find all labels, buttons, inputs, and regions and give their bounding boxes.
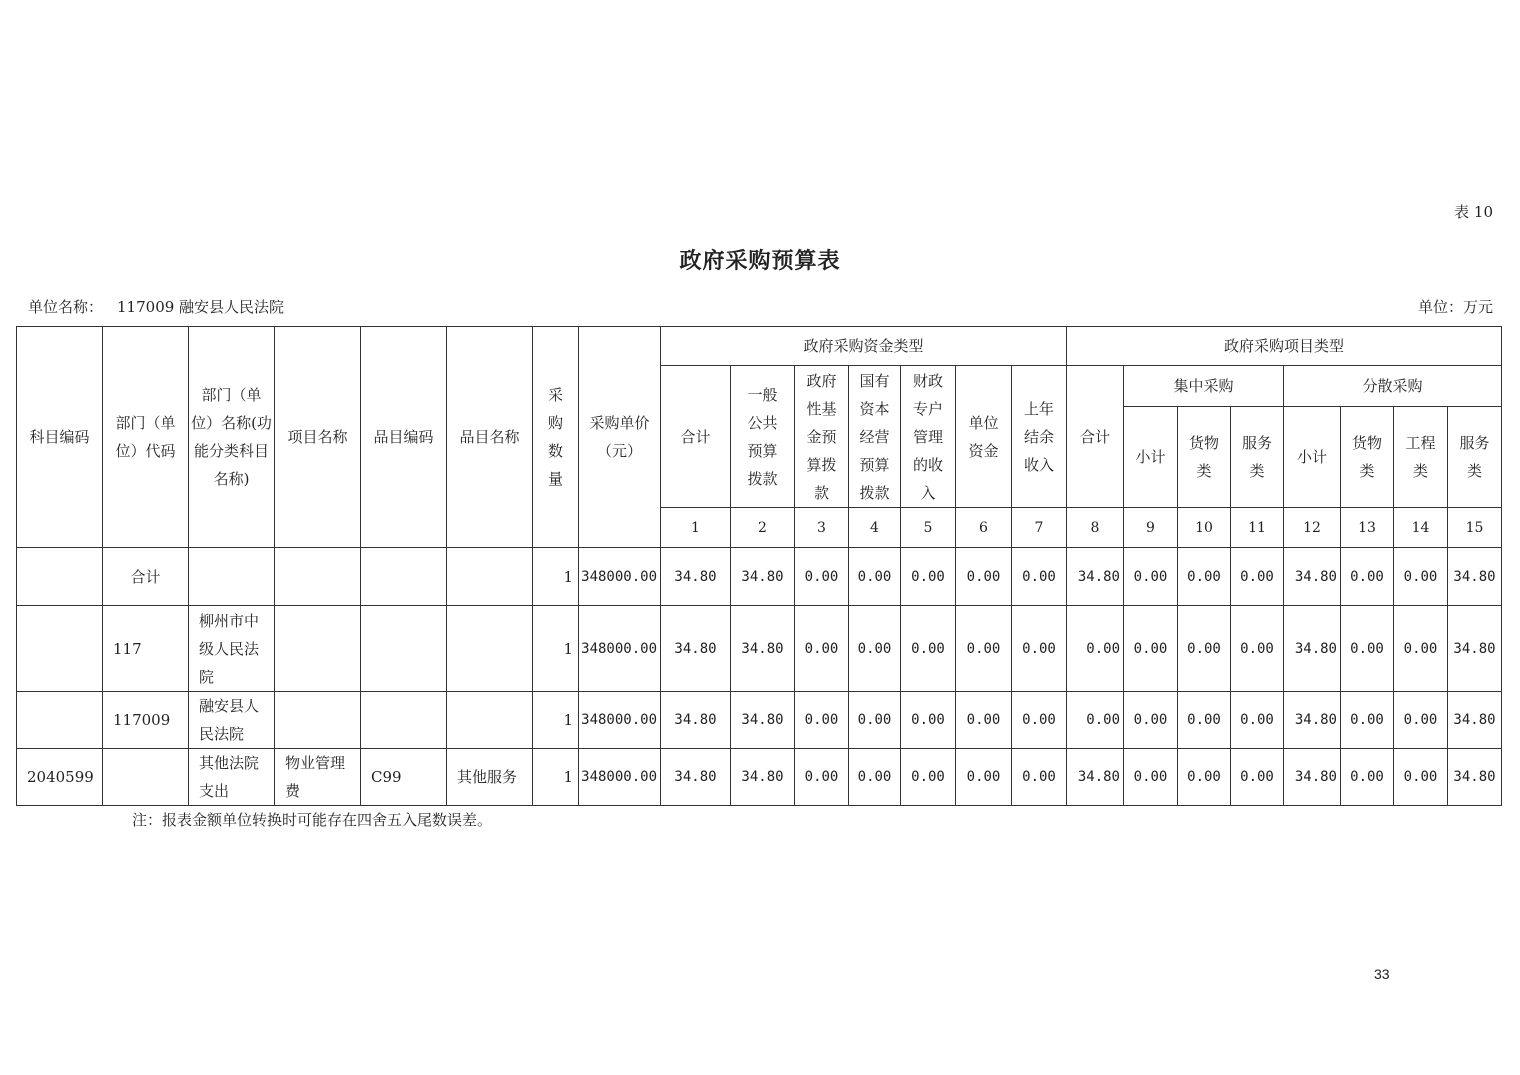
col-header-project-name: 项目名称 xyxy=(275,327,361,548)
cell-value-col-7: 0.00 xyxy=(1012,548,1067,606)
cell-value-col-8: 0.00 xyxy=(1067,606,1124,692)
cell-quantity: 1 xyxy=(533,749,579,806)
cell-dept-name: 其他法院支出 xyxy=(189,749,275,806)
col-header-dept-name: 部门（单位）名称(功能分类科目名称) xyxy=(189,327,275,548)
cell-value-col-10: 0.00 xyxy=(1178,548,1231,606)
cell-project-name xyxy=(275,606,361,692)
cell-dept-name: 融安县人民法院 xyxy=(189,692,275,749)
cell-item-code xyxy=(361,606,447,692)
cell-value-col-10: 0.00 xyxy=(1178,749,1231,806)
col-number: 3 xyxy=(795,508,849,548)
col-header-gov-fund-budget xyxy=(795,366,849,508)
table-row xyxy=(17,692,1502,749)
cell-value-col-7: 0.00 xyxy=(1012,749,1067,806)
cell-value-col-4: 0.00 xyxy=(849,606,901,692)
cell-value-col-5: 0.00 xyxy=(901,749,956,806)
col-header-state-capital-budget-text: 国有资本经营预算拨款 xyxy=(859,371,890,502)
procurement-budget-table xyxy=(16,326,1502,806)
cell-value-col-7: 0.00 xyxy=(1012,606,1067,692)
cell-value-col-9: 0.00 xyxy=(1124,692,1178,749)
cell-value-col-8: 34.80 xyxy=(1067,749,1124,806)
cell-value-col-12: 34.80 xyxy=(1284,548,1341,606)
col-header-general-budget-text: 一般公共预算拨款 xyxy=(747,385,778,488)
cell-value-col-5: 0.00 xyxy=(901,606,956,692)
cell-value-col-14: 0.00 xyxy=(1394,749,1448,806)
cell-value-col-2: 34.80 xyxy=(731,749,795,806)
col-header-decentralized-engineering-text: 工程类 xyxy=(1405,434,1436,480)
table-row xyxy=(17,548,1502,606)
cell-unit-price: 348000.00 xyxy=(579,606,661,692)
cell-item-code xyxy=(361,692,447,749)
cell-value-col-12: 34.80 xyxy=(1284,692,1341,749)
cell-item-name xyxy=(447,606,533,692)
cell-value-col-15: 34.80 xyxy=(1448,548,1502,606)
cell-value-col-9: 0.00 xyxy=(1124,749,1178,806)
cell-item-code: C99 xyxy=(361,749,447,806)
col-header-centralized-goods-text: 货物类 xyxy=(1188,434,1219,480)
col-header-decentralized-services-text: 服务类 xyxy=(1459,434,1490,480)
unit-name-label: 单位名称： xyxy=(28,298,104,316)
cell-dept-code: 117009 xyxy=(103,692,189,749)
cell-value-col-2: 34.80 xyxy=(731,606,795,692)
currency-unit-label: 单位：万元 xyxy=(1417,298,1493,316)
col-number: 10 xyxy=(1178,508,1231,548)
col-number: 5 xyxy=(901,508,956,548)
col-number: 7 xyxy=(1012,508,1067,548)
cell-value-col-10: 0.00 xyxy=(1178,606,1231,692)
cell-subject-code xyxy=(17,692,103,749)
cell-value-col-1: 34.80 xyxy=(661,692,731,749)
cell-value-col-10: 0.00 xyxy=(1178,692,1231,749)
col-header-decentralized-goods xyxy=(1341,407,1394,508)
col-header-centralized-goods xyxy=(1178,407,1231,508)
cell-value-col-15: 34.80 xyxy=(1448,749,1502,806)
cell-project-name xyxy=(275,692,361,749)
cell-value-col-11: 0.00 xyxy=(1231,606,1284,692)
cell-value-col-13: 0.00 xyxy=(1341,548,1394,606)
cell-value-col-6: 0.00 xyxy=(956,749,1012,806)
cell-value-col-8: 34.80 xyxy=(1067,548,1124,606)
col-header-subject-code: 科目编码 xyxy=(17,327,103,548)
cell-value-col-1: 34.80 xyxy=(661,548,731,606)
cell-value-col-11: 0.00 xyxy=(1231,548,1284,606)
col-number: 1 xyxy=(661,508,731,548)
cell-quantity: 1 xyxy=(533,692,579,749)
cell-value-col-9: 0.00 xyxy=(1124,548,1178,606)
cell-dept-name xyxy=(189,548,275,606)
col-header-dept-code: 部门（单位）代码 xyxy=(103,327,189,548)
unit-name-value: 117009 融安县人民法院 xyxy=(117,298,285,316)
col-header-fiscal-special xyxy=(901,366,956,508)
col-number: 11 xyxy=(1231,508,1284,548)
cell-value-col-13: 0.00 xyxy=(1341,692,1394,749)
col-header-centralized-services-text: 服务类 xyxy=(1241,434,1272,480)
cell-item-code xyxy=(361,548,447,606)
cell-item-name xyxy=(447,548,533,606)
col-header-quantity xyxy=(533,327,579,548)
col-header-decentralized-engineering xyxy=(1394,407,1448,508)
cell-subject-code xyxy=(17,606,103,692)
cell-quantity: 1 xyxy=(533,548,579,606)
cell-value-col-3: 0.00 xyxy=(795,692,849,749)
table-row xyxy=(17,749,1502,806)
group-header-fund-type: 政府采购资金类型 xyxy=(661,327,1067,366)
cell-unit-price: 348000.00 xyxy=(579,749,661,806)
cell-value-col-6: 0.00 xyxy=(956,606,1012,692)
col-header-state-capital-budget xyxy=(849,366,901,508)
header-row-1 xyxy=(17,327,1502,366)
cell-value-col-13: 0.00 xyxy=(1341,606,1394,692)
col-header-prior-year-balance-text: 上年结余收入 xyxy=(1023,399,1054,474)
cell-value-col-1: 34.80 xyxy=(661,749,731,806)
cell-value-col-2: 34.80 xyxy=(731,548,795,606)
group-header-project-type: 政府采购项目类型 xyxy=(1067,327,1502,366)
cell-dept-code: 合计 xyxy=(103,548,189,606)
group-header-centralized: 集中采购 xyxy=(1124,366,1284,407)
cell-value-col-2: 34.80 xyxy=(731,692,795,749)
cell-unit-price: 348000.00 xyxy=(579,548,661,606)
cell-value-col-14: 0.00 xyxy=(1394,548,1448,606)
col-header-item-name: 品目名称 xyxy=(447,327,533,548)
cell-value-col-11: 0.00 xyxy=(1231,749,1284,806)
cell-value-col-12: 34.80 xyxy=(1284,749,1341,806)
page-number: 33 xyxy=(1374,966,1390,982)
col-header-decentralized-subtotal: 小计 xyxy=(1284,407,1341,508)
col-number: 8 xyxy=(1067,508,1124,548)
page-title: 政府采购预算表 xyxy=(679,248,841,274)
cell-value-col-3: 0.00 xyxy=(795,548,849,606)
cell-value-col-14: 0.00 xyxy=(1394,692,1448,749)
col-number: 13 xyxy=(1341,508,1394,548)
cell-subject-code xyxy=(17,548,103,606)
col-number: 6 xyxy=(956,508,1012,548)
cell-value-col-4: 0.00 xyxy=(849,548,901,606)
cell-value-col-3: 0.00 xyxy=(795,606,849,692)
col-number: 2 xyxy=(731,508,795,548)
cell-value-col-4: 0.00 xyxy=(849,692,901,749)
cell-dept-code: 117 xyxy=(103,606,189,692)
cell-dept-name: 柳州市中级人民法院 xyxy=(189,606,275,692)
col-header-unit-funds-text: 单位资金 xyxy=(968,413,999,460)
col-number: 9 xyxy=(1124,508,1178,548)
col-number: 4 xyxy=(849,508,901,548)
col-header-decentralized-goods-text: 货物类 xyxy=(1351,434,1382,480)
col-header-unit-funds xyxy=(956,366,1012,508)
group-header-decentralized: 分散采购 xyxy=(1284,366,1502,407)
unit-name-line xyxy=(28,296,284,317)
cell-project-name xyxy=(275,548,361,606)
cell-value-col-5: 0.00 xyxy=(901,548,956,606)
col-number: 12 xyxy=(1284,508,1341,548)
cell-unit-price: 348000.00 xyxy=(579,692,661,749)
cell-dept-code xyxy=(103,749,189,806)
col-header-centralized-services xyxy=(1231,407,1284,508)
col-number: 15 xyxy=(1448,508,1502,548)
cell-value-col-15: 34.80 xyxy=(1448,692,1502,749)
cell-item-name: 其他服务 xyxy=(447,749,533,806)
cell-value-col-14: 0.00 xyxy=(1394,606,1448,692)
col-header-project-total: 合计 xyxy=(1067,366,1124,508)
col-header-item-code: 品目编码 xyxy=(361,327,447,548)
cell-value-col-6: 0.00 xyxy=(956,692,1012,749)
col-header-gov-fund-budget-text: 政府性基金预算拨款 xyxy=(806,371,837,502)
col-header-general-budget xyxy=(731,366,795,508)
cell-value-col-11: 0.00 xyxy=(1231,692,1284,749)
col-number: 14 xyxy=(1394,508,1448,548)
cell-value-col-13: 0.00 xyxy=(1341,749,1394,806)
cell-project-name: 物业管理费 xyxy=(275,749,361,806)
cell-value-col-5: 0.00 xyxy=(901,692,956,749)
col-header-fund-total: 合计 xyxy=(661,366,731,508)
cell-value-col-3: 0.00 xyxy=(795,749,849,806)
cell-value-col-6: 0.00 xyxy=(956,548,1012,606)
cell-value-col-12: 34.80 xyxy=(1284,606,1341,692)
cell-value-col-15: 34.80 xyxy=(1448,606,1502,692)
col-header-prior-year-balance xyxy=(1012,366,1067,508)
cell-value-col-7: 0.00 xyxy=(1012,692,1067,749)
table-row xyxy=(17,606,1502,692)
col-header-fiscal-special-text: 财政专户管理的收入 xyxy=(912,371,943,502)
cell-value-col-4: 0.00 xyxy=(849,749,901,806)
table-number: 表 10 xyxy=(1454,203,1493,221)
col-header-decentralized-services xyxy=(1448,407,1502,508)
cell-item-name xyxy=(447,692,533,749)
footnote: 注：报表金额单位转换时可能存在四舍五入尾数误差。 xyxy=(132,811,493,829)
col-header-centralized-subtotal: 小计 xyxy=(1124,407,1178,508)
cell-value-col-1: 34.80 xyxy=(661,606,731,692)
cell-value-col-8: 0.00 xyxy=(1067,692,1124,749)
col-header-quantity-text: 采购数量 xyxy=(547,386,563,488)
cell-subject-code: 2040599 xyxy=(17,749,103,806)
cell-quantity: 1 xyxy=(533,606,579,692)
cell-value-col-9: 0.00 xyxy=(1124,606,1178,692)
col-header-unit-price: 采购单价（元） xyxy=(579,327,661,548)
